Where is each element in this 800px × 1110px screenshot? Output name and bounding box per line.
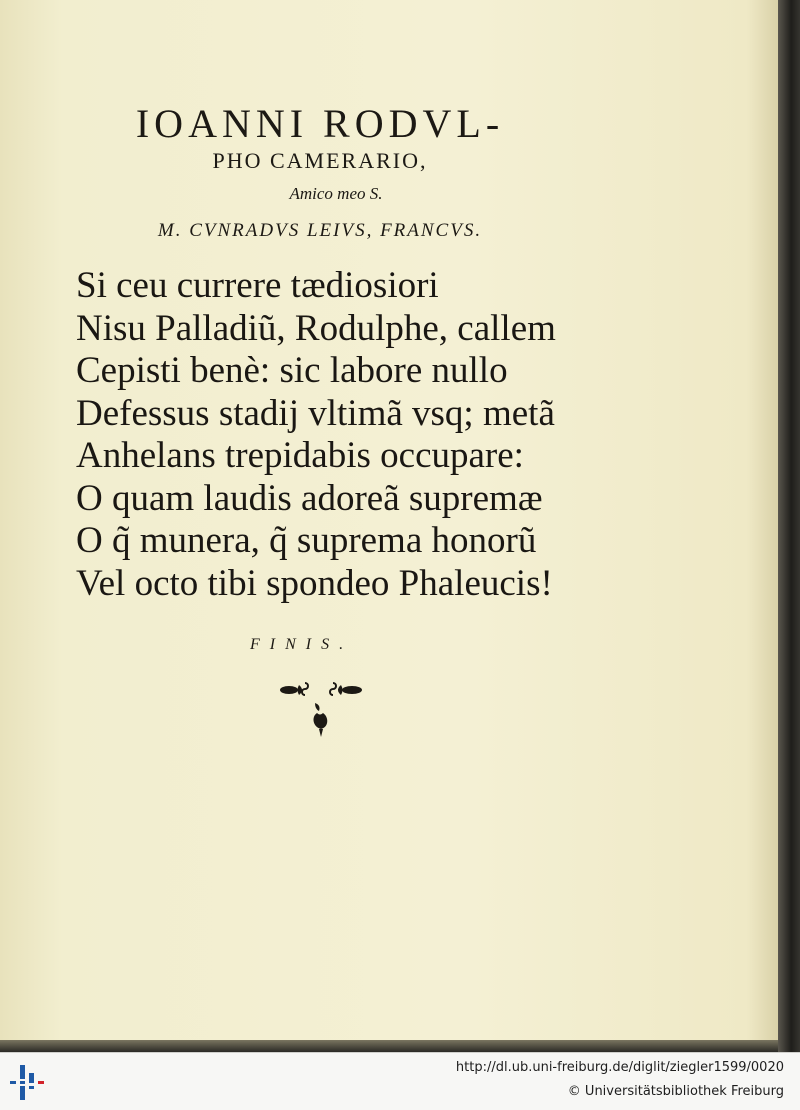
page-fore-edge <box>778 0 800 1052</box>
heading-line-2: PHO CAMERARIO, <box>212 148 428 173</box>
verse-block <box>76 265 596 605</box>
verse-line: Defessus stadij vltimã vsq; metã <box>76 392 555 434</box>
finis-label: FINIS. <box>250 636 354 653</box>
ub-freiburg-logo-icon[interactable] <box>8 1061 46 1103</box>
verse-line: O q̃ munera, q̃ suprema honorũ <box>76 520 537 561</box>
permalink-url[interactable]: http://dl.ub.uni-freiburg.de/diglit/ziegler1599/0020 <box>455 1060 784 1075</box>
verse-line: Anhelans trepidabis occupare: <box>76 435 524 476</box>
page-bottom-edge <box>0 1040 778 1052</box>
footer-bar <box>0 1052 800 1110</box>
heading-line-3: Amico meo S. <box>289 184 383 203</box>
verse-line: Vel octo tibi spondeo Phaleucis! <box>76 562 553 604</box>
verse-line: Nisu Palladiũ, Rodulphe, callem <box>76 307 556 349</box>
verse-line: O quam laudis adoreã supremæ <box>76 477 543 519</box>
verse-line: Cepisti benè: sic labore nullo <box>76 350 508 391</box>
verse-line: Si ceu currere tædiosiori <box>76 265 439 306</box>
fleuron-ornament-icon <box>275 677 370 739</box>
heading-line-1: IOANNI RODVL- <box>135 101 505 146</box>
heading-author: M. CVNRADVS LEIVS, FRANCVS. <box>157 220 483 241</box>
copyright-text: © Universitätsbibliothek Freiburg <box>567 1084 784 1099</box>
